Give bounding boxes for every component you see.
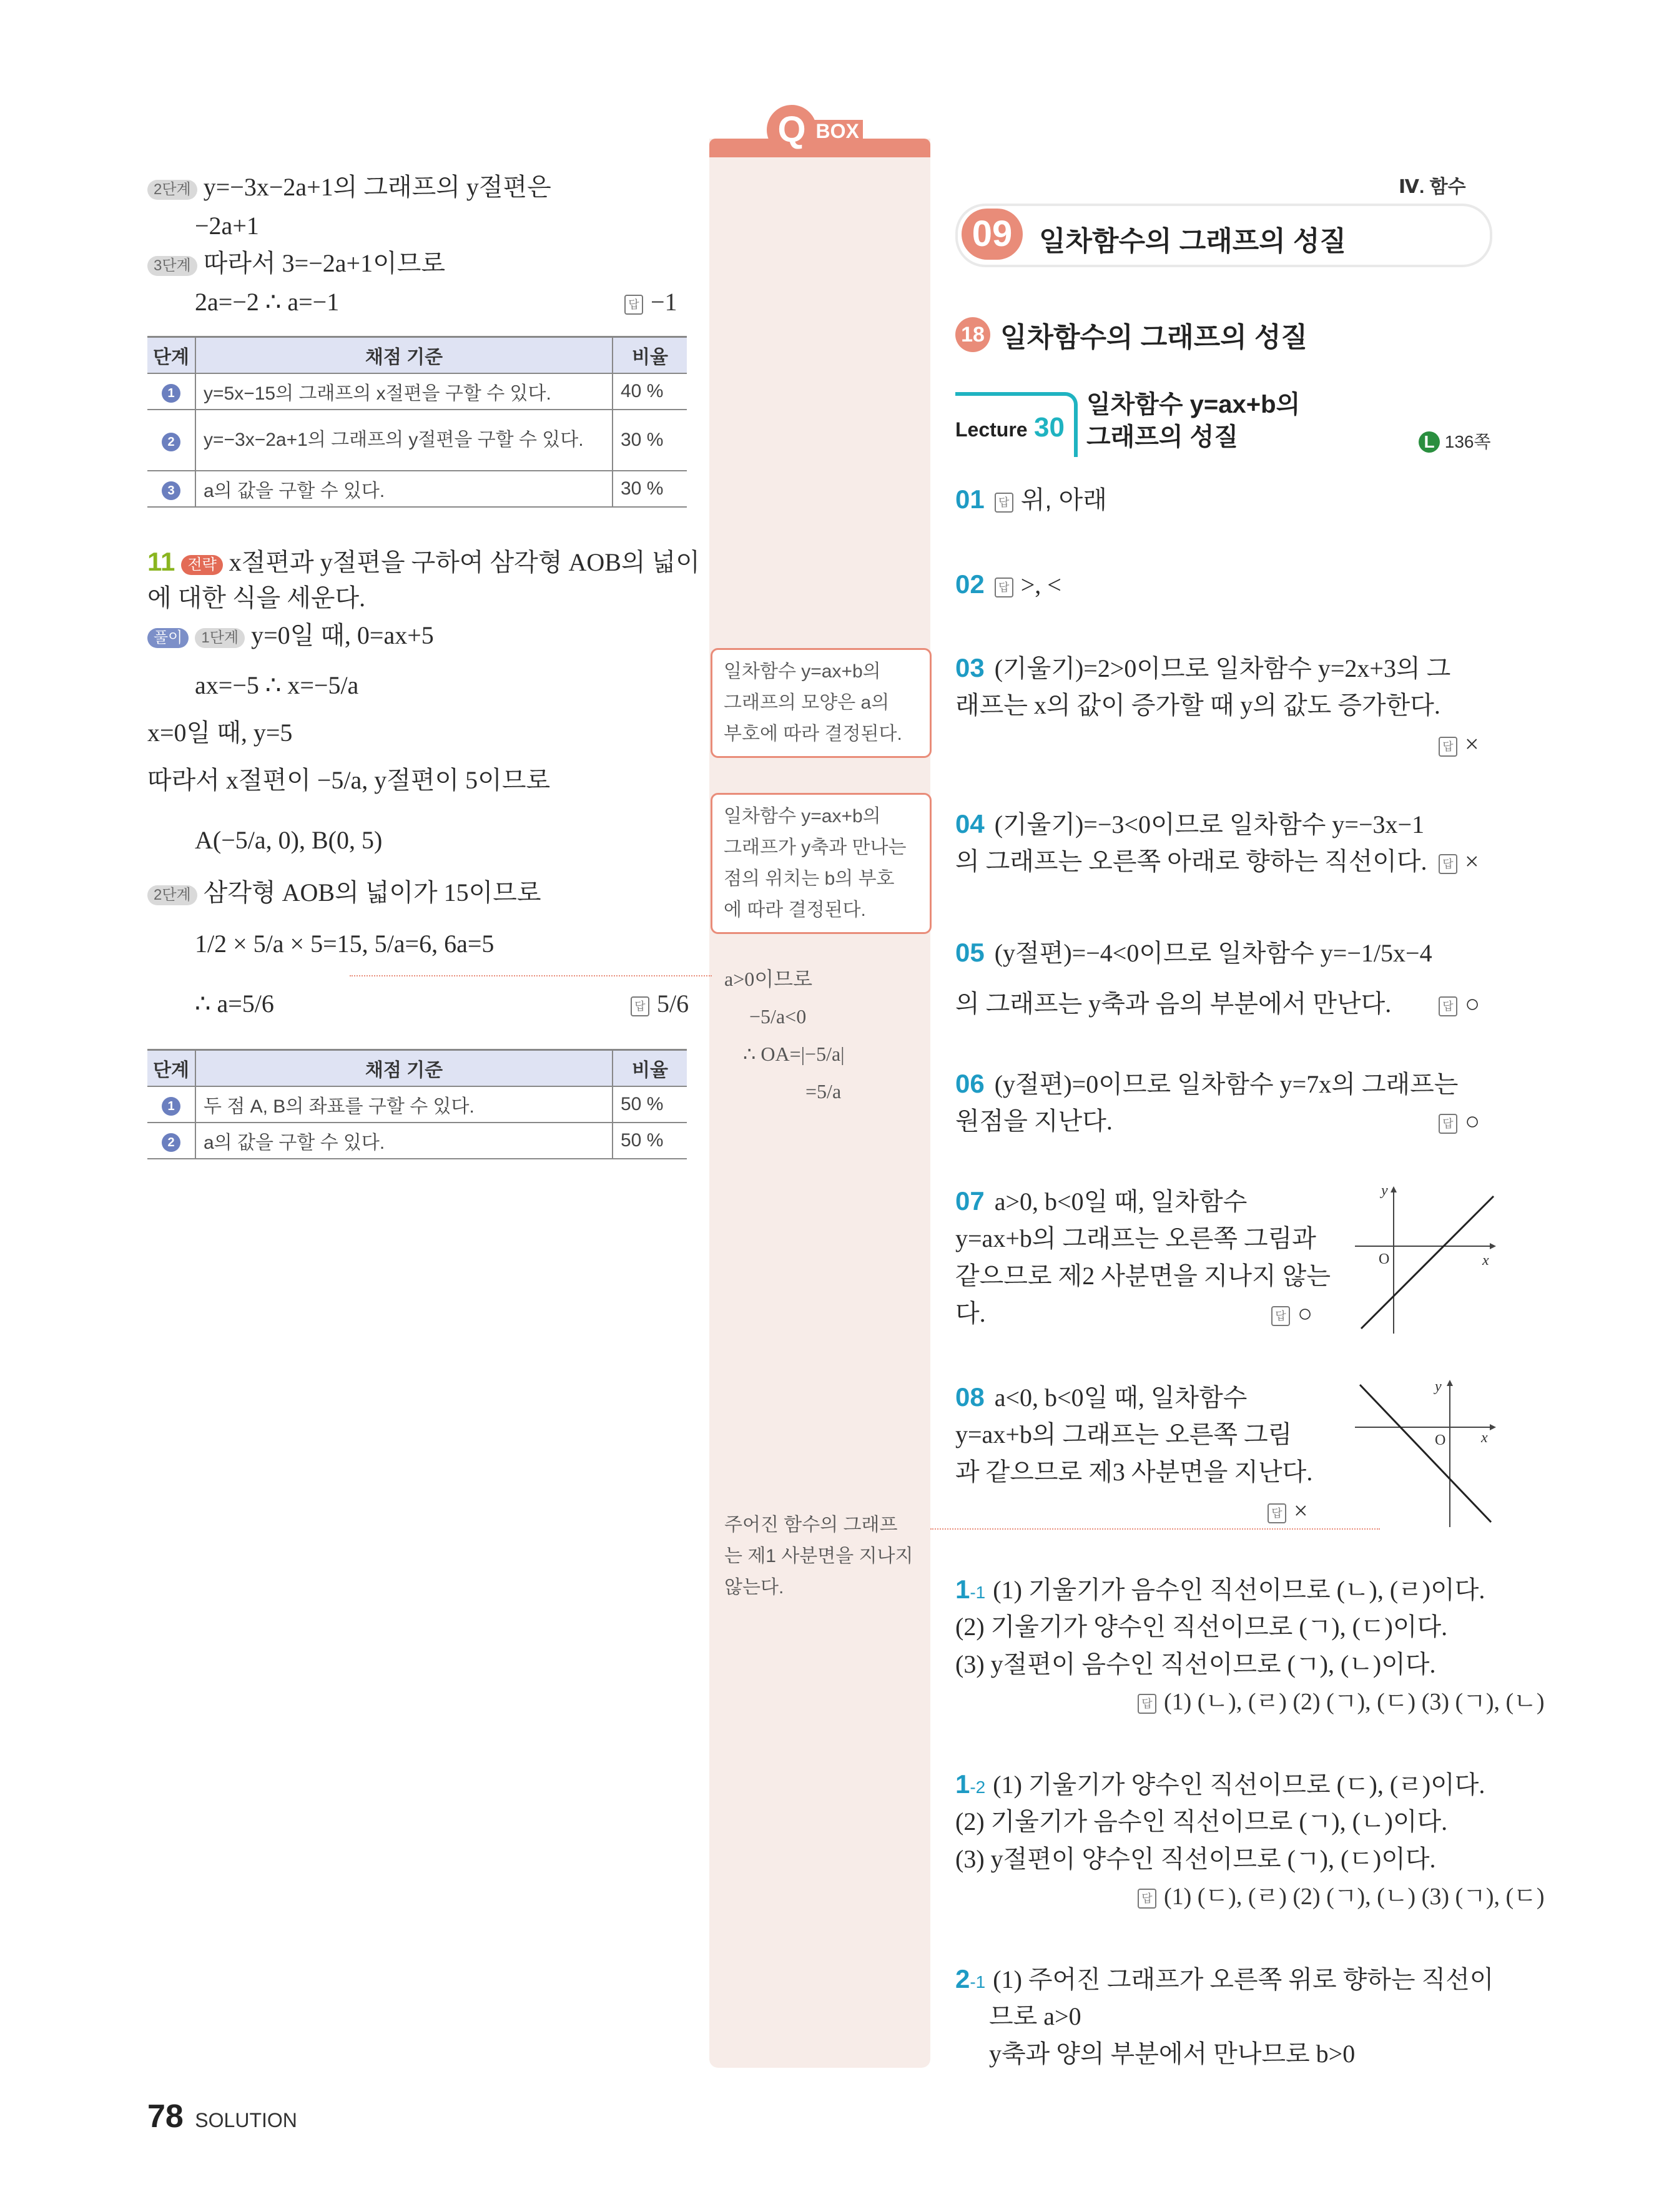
lecture-ref-icon: L <box>1419 431 1440 453</box>
table-row: 3 a의 값을 구할 수 있다. 30 % <box>147 471 687 507</box>
item-08-line3: 과 같으므로 제3 사분면을 지난다. <box>955 1458 1313 1486</box>
q11-line-5: A(−5/a, 0), B(0, 5) <box>195 826 383 854</box>
graph-08-line <box>1360 1385 1491 1522</box>
answer-icon: 답 <box>1439 1114 1457 1134</box>
grading-table-1 <box>147 336 687 508</box>
graph-07-x-label: x <box>1482 1252 1489 1269</box>
item-04-answer: 답 × <box>1439 844 1479 879</box>
item-06: 06 (y절편)=0이므로 일차함수 y=7x의 그래프는 <box>955 1069 1459 1098</box>
item-06-line2: 원점을 지난다. <box>955 1107 1113 1135</box>
item-03-line2: 래프는 x의 값이 증가할 때 y의 값도 증가한다. <box>955 691 1440 719</box>
item-03: 03 (기울기)=2>0이므로 일차함수 y=2x+3의 그 <box>955 653 1451 682</box>
problem-1-2-answer: 답 (1) (ㄷ), (ㄹ) (2) (ㄱ), (ㄴ) (3) (ㄱ), (ㄷ) <box>1138 1879 1545 1914</box>
item-03-answer: 답 × <box>1439 727 1479 762</box>
lecture-title: 일차함수 y=ax+b의 그래프의 성질 <box>1086 391 1301 451</box>
step1-tag: 1단계 <box>195 628 245 648</box>
item-07: 07 a>0, b<0일 때, 일차함수 <box>955 1186 1248 1216</box>
qbox-box: BOX <box>812 120 862 142</box>
table-row: 1 두 점 A, B의 좌표를 구할 수 있다. 50 % <box>147 1086 687 1123</box>
table-row: 2 a의 값을 구할 수 있다. 50 % <box>147 1123 687 1159</box>
left-line-4: 2a=−2 ∴ a=−1 <box>195 288 340 316</box>
answer-icon: 답 <box>1439 854 1457 874</box>
graph-08 <box>1355 1377 1499 1527</box>
problem-1-2-line3: (3) y절편이 양수인 직선이므로 (ㄱ), (ㄷ)이다. <box>955 1845 1436 1873</box>
th-criterion: 채점 기준 <box>195 1050 613 1087</box>
graph-08-x-label: x <box>1481 1430 1488 1446</box>
qbox-logo <box>767 105 879 165</box>
sidebar-note-box-1: 일차함수 y=ax+b의 그래프의 모양은 a의 부호에 따라 결정된다. <box>711 648 932 758</box>
item-02: 02 답 >, < <box>955 569 1061 599</box>
item-08-line2: y=ax+b의 그래프는 오른쪽 그림 <box>955 1420 1292 1448</box>
graph-07-y-label: y <box>1381 1184 1388 1199</box>
graph-08-x-arrow <box>1490 1424 1496 1430</box>
qbox-q: Q <box>767 105 817 155</box>
topic-number: 18 <box>955 317 990 352</box>
item-08: 08 a<0, b<0일 때, 일차함수 <box>955 1382 1248 1412</box>
item-04: 04 (기울기)=−3<0이므로 일차함수 y=−3x−1 <box>955 809 1425 838</box>
item-07-line2: y=ax+b의 그래프는 오른쪽 그림과 <box>955 1224 1316 1252</box>
q11-number: 11 <box>147 547 175 576</box>
solution-tag: 풀이 <box>147 628 189 648</box>
item-07-line3: 같으므로 제2 사분면을 지나지 않는 <box>955 1262 1331 1290</box>
graph-07-origin-label: O <box>1379 1251 1390 1267</box>
lecture-box <box>955 392 1078 457</box>
problem-2-1-line2: 므로 a>0 <box>989 2002 1081 2030</box>
answer-icon: 답 <box>995 493 1013 513</box>
topic-heading <box>955 315 1307 355</box>
left-line-2: −2a+1 <box>195 212 259 240</box>
th-criterion: 채점 기준 <box>195 337 613 374</box>
q11-line-2: ax=−5 ∴ x=−5/a <box>195 671 359 699</box>
problem-1-1-line3: (3) y절편이 음수인 직선이므로 (ㄱ), (ㄴ)이다. <box>955 1650 1436 1678</box>
dotted-connector-2 <box>930 1528 1380 1530</box>
left-line-3: 3단계 따라서 3=−2a+1이므로 <box>147 246 445 281</box>
item-08-answer: 답 × <box>1268 1493 1308 1528</box>
step3-tag: 3단계 <box>147 256 197 276</box>
footer-label: SOLUTION <box>195 2109 297 2131</box>
problem-1-2-line2: (2) 기울기가 음수인 직선이므로 (ㄱ), (ㄴ)이다. <box>955 1807 1448 1836</box>
item-06-answer: 답 ○ <box>1439 1104 1480 1139</box>
problem-2-1: 2-1 (1) 주어진 그래프가 오른쪽 위로 향하는 직선이 <box>955 1964 1494 1993</box>
problem-1-2: 1-2 (1) 기울기가 양수인 직선이므로 (ㄷ), (ㄹ)이다. <box>955 1769 1485 1799</box>
step2-tag-q11: 2단계 <box>147 885 197 905</box>
th-ratio: 비율 <box>613 1050 687 1087</box>
q11-line-8: ∴ a=5/6 <box>195 990 274 1018</box>
answer-icon: 답 <box>1439 737 1457 757</box>
sidebar-note-box-2: 일차함수 y=ax+b의 그래프가 y축과 만나는 점의 위치는 b의 부호 에 따라 결정된다. <box>711 793 932 934</box>
lecture-label: Lecture <box>955 418 1028 441</box>
item-07-answer: 답 ○ <box>1271 1296 1312 1331</box>
answer-icon: 답 <box>631 996 649 1016</box>
answer-icon: 답 <box>1138 1889 1156 1909</box>
grading-table-2 <box>147 1049 687 1159</box>
q11-line-7: 1/2 × 5/a × 5=15, 5/a=6, 6a=5 <box>195 930 495 958</box>
item-04-line2: 의 그래프는 오른쪽 아래로 향하는 직선이다. <box>955 847 1427 875</box>
step2-tag: 2단계 <box>147 180 197 200</box>
q11-line-3: x=0일 때, y=5 <box>147 719 293 747</box>
answer-icon: 답 <box>1268 1503 1286 1523</box>
left-line-1: 2단계 y=−3x−2a+1의 그래프의 y절편은 <box>147 170 551 205</box>
graph-08-origin-label: O <box>1435 1432 1446 1448</box>
section-header <box>955 204 1492 267</box>
q11-line-1: 풀이 1단계 y=0일 때, 0=ax+5 <box>147 618 434 653</box>
problem-1-1-answer: 답 (1) (ㄴ), (ㄹ) (2) (ㄱ), (ㄷ) (3) (ㄱ), (ㄴ) <box>1138 1684 1545 1719</box>
q11-line-4: 따라서 x절편이 −5/a, y절편이 5이므로 <box>147 766 551 794</box>
section-number: 09 <box>962 209 1023 260</box>
table-row: 1 y=5x−15의 그래프의 x절편을 구할 수 있다. 40 % <box>147 373 687 410</box>
graph-08-y-label: y <box>1435 1379 1442 1395</box>
lecture-ref: L 136쪽 <box>1419 428 1491 453</box>
item-05: 05 (y절편)=−4<0이므로 일차함수 y=−1/5x−4 <box>955 938 1432 967</box>
problem-2-1-line3: y축과 양의 부분에서 만나므로 b>0 <box>989 2040 1356 2068</box>
graph-07-y-arrow <box>1391 1186 1397 1192</box>
item-01: 01 답 위, 아래 <box>955 484 1107 514</box>
answer-1: 답 −1 <box>624 285 677 320</box>
dotted-connector-1 <box>350 975 712 976</box>
item-07-line4: 다. <box>955 1299 986 1327</box>
topic-title: 일차함수의 그래프의 성질 <box>1000 322 1307 353</box>
answer-q11: 답 5/6 <box>631 986 689 1021</box>
answer-icon: 답 <box>1439 996 1457 1016</box>
table-row: 2 y=−3x−2a+1의 그래프의 y절편을 구할 수 있다. 30 % <box>147 410 687 471</box>
sidebar-note-3: a>0이므로 −5/a<0 ∴ OA=|−5/a| =5/a <box>724 968 845 1103</box>
q11-strategy: 11 전략 x절편과 y절편을 구하여 삼각형 AOB의 넓이 <box>147 547 700 576</box>
q11-strategy-2: 에 대한 식을 세운다. <box>147 584 366 612</box>
th-step: 단계 <box>147 337 195 374</box>
strategy-tag: 전략 <box>181 555 222 575</box>
answer-icon: 답 <box>1138 1694 1156 1714</box>
page-number: 78 <box>147 2098 184 2135</box>
problem-1-1: 1-1 (1) 기울기가 음수인 직선이므로 (ㄴ), (ㄹ)이다. <box>955 1575 1485 1604</box>
page-footer <box>147 2098 297 2135</box>
problem-1-1-line2: (2) 기울기가 양수인 직선이므로 (ㄱ), (ㄷ)이다. <box>955 1613 1448 1641</box>
answer-icon: 답 <box>624 295 643 315</box>
answer-icon: 답 <box>995 578 1013 597</box>
q11-line-6: 2단계 삼각형 AOB의 넓이가 15이므로 <box>147 875 541 910</box>
chapter-label: Ⅳ. 함수 <box>1399 177 1466 197</box>
graph-07 <box>1355 1184 1499 1334</box>
graph-07-x-arrow <box>1490 1243 1496 1249</box>
th-ratio: 비율 <box>613 337 687 374</box>
section-title: 일차함수의 그래프의 성질 <box>1039 226 1346 257</box>
sidebar-note-4: 주어진 함수의 그래프 는 제1 사분면을 지나지 않는다. <box>724 1515 913 1598</box>
answer-icon: 답 <box>1271 1306 1290 1326</box>
lecture-number: 30 <box>1034 412 1065 443</box>
item-05-answer: 답 ○ <box>1439 986 1480 1021</box>
item-05-line2: 의 그래프는 y축과 음의 부분에서 만난다. <box>955 990 1392 1018</box>
graph-08-y-arrow <box>1447 1380 1453 1386</box>
th-step: 단계 <box>147 1050 195 1087</box>
